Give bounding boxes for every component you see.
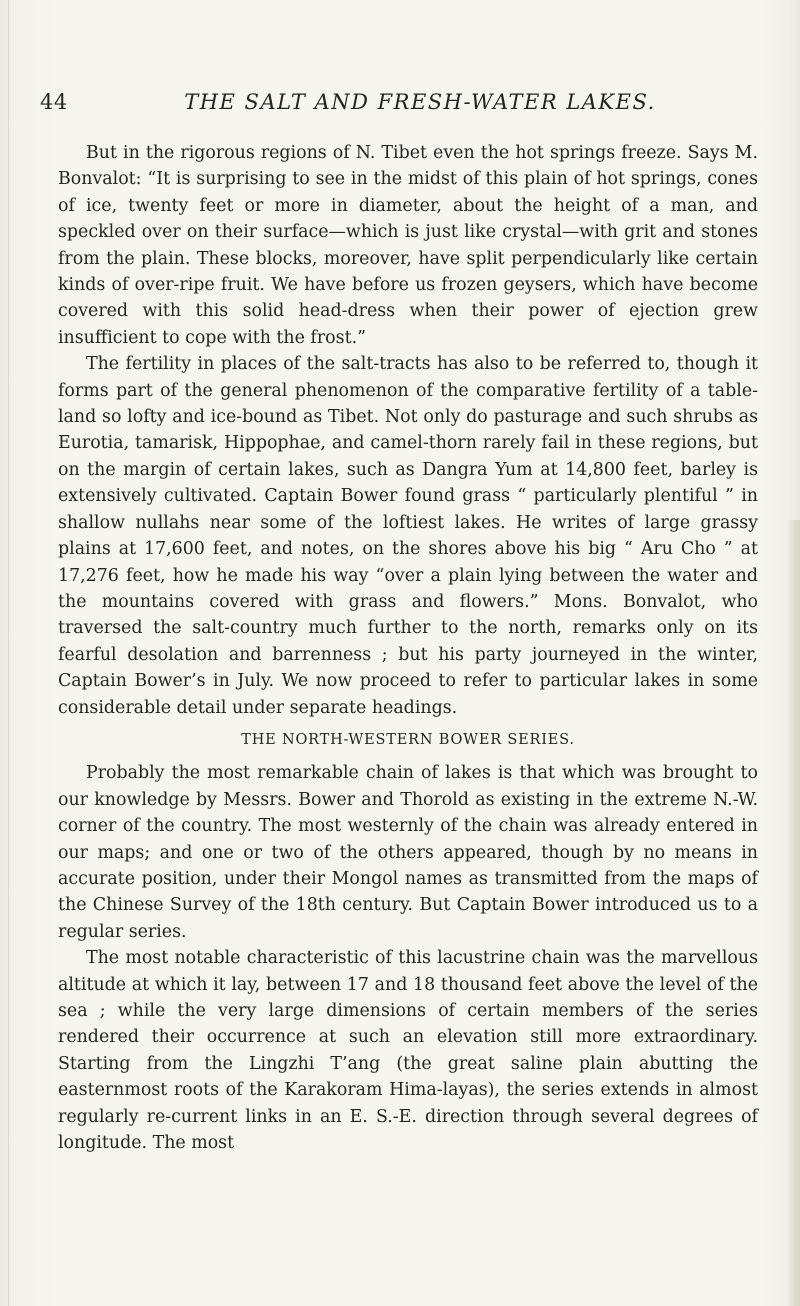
- page-number: 44: [40, 90, 68, 114]
- body-text: [58, 140, 758, 1156]
- running-title: THE SALT AND FRESH-WATER LAKES.: [184, 90, 656, 114]
- binding-gutter: [8, 0, 9, 1306]
- paragraph-altitude: The most notable characteristic of this lacustrine chain was the marvellous altitude at which it lay, between 17 and 18 thousand feet above the level of the sea ; while the very large dimensions of certain members of the series rendered their occurrence at such an elevation still more extraordinary. Starting from the Lingzhi T’ang (the great saline plain abutting the easternmost roots of the Karakoram Hima-layas), the series extends in almost regularly re-current links in an E. S.-E. direction through several degrees of longitude. The most: [58, 948, 758, 1154]
- page-edge-shadow: [786, 520, 800, 1306]
- paragraph-remarkable-chain: Probably the most remarkable chain of lakes is that which was brought to our knowledge by Messrs. Bower and Thorold as existing in the extreme N.-W. corner of the country. The most westernly of the chain was already entered in our maps; and one or two of the others appeared, though by no means in accurate position, under their Mongol names as transmitted from the maps of the Chinese Survey of the 18th century. But Captain Bower introduced us to a regular series.: [58, 763, 758, 942]
- paragraph-fertility: The fertility in places of the salt-tracts has also to be referred to, though it forms part of the general phenomenon of the comparative fertility of a table-land so lofty and ice-bound as Tibet. Not only do pasturage and such shrubs as Eurotia, tamarisk, Hippophae, and camel-thorn rarely fail in these regions, but on the margin of certain lakes, such as Dangra Yum at 14,800 feet, barley is extensively cultivated. Captain Bower found grass “ particularly plentiful ” in shallow nullahs near some of the loftiest lakes. He writes of large grassy plains at 17,600 feet, and notes, on the shores above his big “ Aru Cho ” at 17,276 feet, how he made his way “over a plain lying between the water and the mountains covered with grass and flowers.” Mons. Bonvalot, who traversed the salt-country much further to the north, remarks only on its fearful desolation and barrenness ; but his party journeyed in the winter, Captain Bower’s in July. We now proceed to refer to particular lakes in some considerable detail under separate headings.: [58, 354, 758, 718]
- section-heading: THE NORTH-WESTERN BOWER SERIES.: [241, 731, 575, 748]
- running-head: [40, 90, 760, 122]
- paragraph-frozen-springs: But in the rigorous regions of N. Tibet even the hot springs freeze. Says M. Bonvalot: “It is surprising to see in the midst of this plain of hot springs, cones of ice, twenty feet or more in diameter, about the height of a man, and speckled over on their surface—which is just like crystal—with grit and stones from the plain. These blocks, moreover, have split perpendicularly like certain kinds of over-ripe fruit. We have before us frozen geysers, which have become covered with this solid head-dress when their power of ejection grew insufficient to cope with the frost.”: [58, 143, 758, 348]
